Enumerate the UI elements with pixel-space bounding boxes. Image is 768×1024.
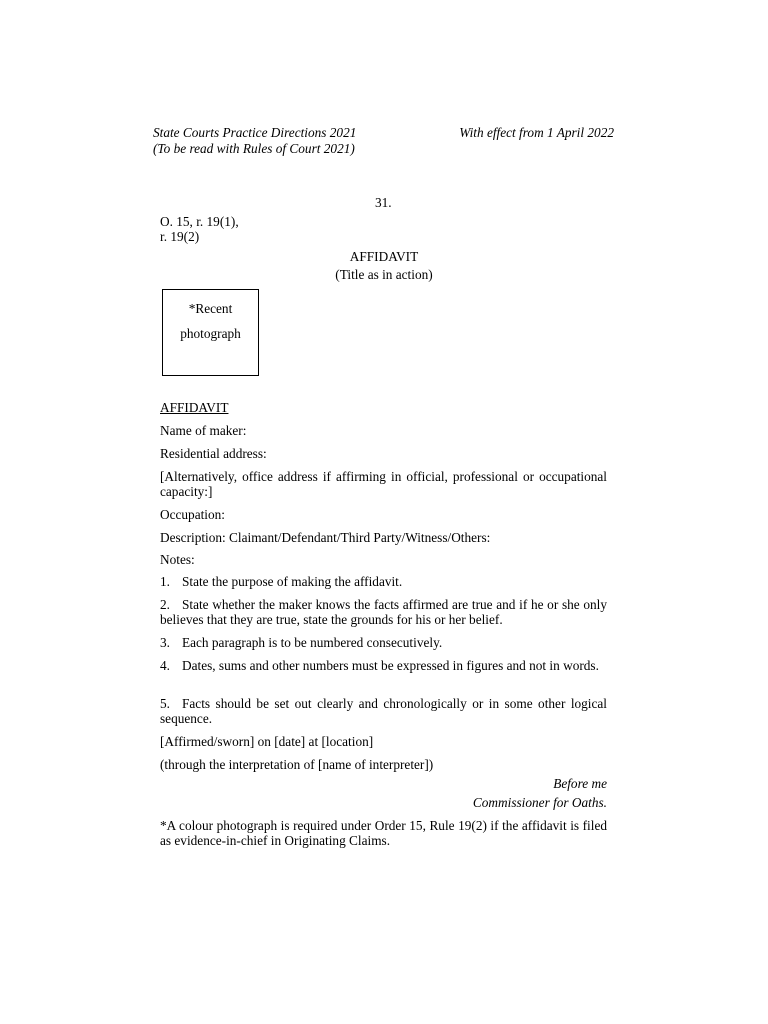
form-number: 31.	[375, 195, 392, 210]
commissioner-line: Commissioner for Oaths.	[472, 795, 607, 810]
field-occupation: Occupation:	[160, 507, 225, 522]
note-number: 2.	[160, 597, 170, 612]
header-subtitle: (To be read with Rules of Court 2021)	[153, 141, 355, 156]
affidavit-heading: AFFIDAVIT	[160, 400, 229, 415]
affirmed-line: [Affirmed/sworn] on [date] at [location]	[160, 734, 374, 749]
interpretation-line: (through the interpretation of [name of interpreter])	[160, 757, 434, 772]
photograph-box	[162, 289, 259, 376]
note-number: 3.	[160, 635, 170, 650]
note-text: Facts should be set out clearly and chronologically or in some other logical sequence.	[160, 696, 607, 726]
header-document-title: State Courts Practice Directions 2021	[153, 125, 357, 140]
photograph-box-line-2: photograph	[180, 326, 241, 341]
note-number: 5.	[160, 696, 170, 711]
note-text: State the purpose of making the affidavit.	[182, 574, 403, 589]
rule-reference-line-1: O. 15, r. 19(1),	[160, 214, 239, 229]
note-item	[160, 658, 607, 673]
before-me-line: Before me	[553, 776, 607, 791]
form-subtitle: (Title as in action)	[335, 267, 433, 282]
note-item	[160, 574, 607, 589]
rule-reference-line-2: r. 19(2)	[160, 229, 200, 244]
note-text: Dates, sums and other numbers must be expressed in figures and not in words.	[182, 658, 599, 673]
note-text: State whether the maker knows the facts affirmed are true and if he or she only believes that they are true, state the grounds for his or her belief.	[160, 597, 607, 627]
field-residential-address: Residential address:	[160, 446, 267, 461]
note-text: Each paragraph is to be numbered consecutively.	[182, 635, 443, 650]
field-description: Description: Claimant/Defendant/Third Party/Witness/Others:	[160, 530, 491, 545]
form-title: AFFIDAVIT	[349, 249, 419, 264]
note-item	[160, 696, 607, 726]
rule-reference	[160, 214, 239, 244]
note-number: 1.	[160, 574, 170, 589]
note-number: 4.	[160, 658, 170, 673]
note-item	[160, 597, 607, 627]
photograph-footnote: *A colour photograph is required under Order 15, Rule 19(2) if the affidavit is filed as evidence-in-chief in Originating Claims.	[160, 818, 607, 848]
field-name-of-maker: Name of maker:	[160, 423, 247, 438]
notes-label: Notes:	[160, 552, 195, 567]
field-alternative-address: [Alternatively, office address if affirming in official, professional or occupational capacity:]	[160, 469, 607, 499]
header-effective-date: With effect from 1 April 2022	[459, 125, 614, 140]
note-item	[160, 635, 607, 650]
photograph-box-line-1: *Recent	[188, 301, 233, 316]
